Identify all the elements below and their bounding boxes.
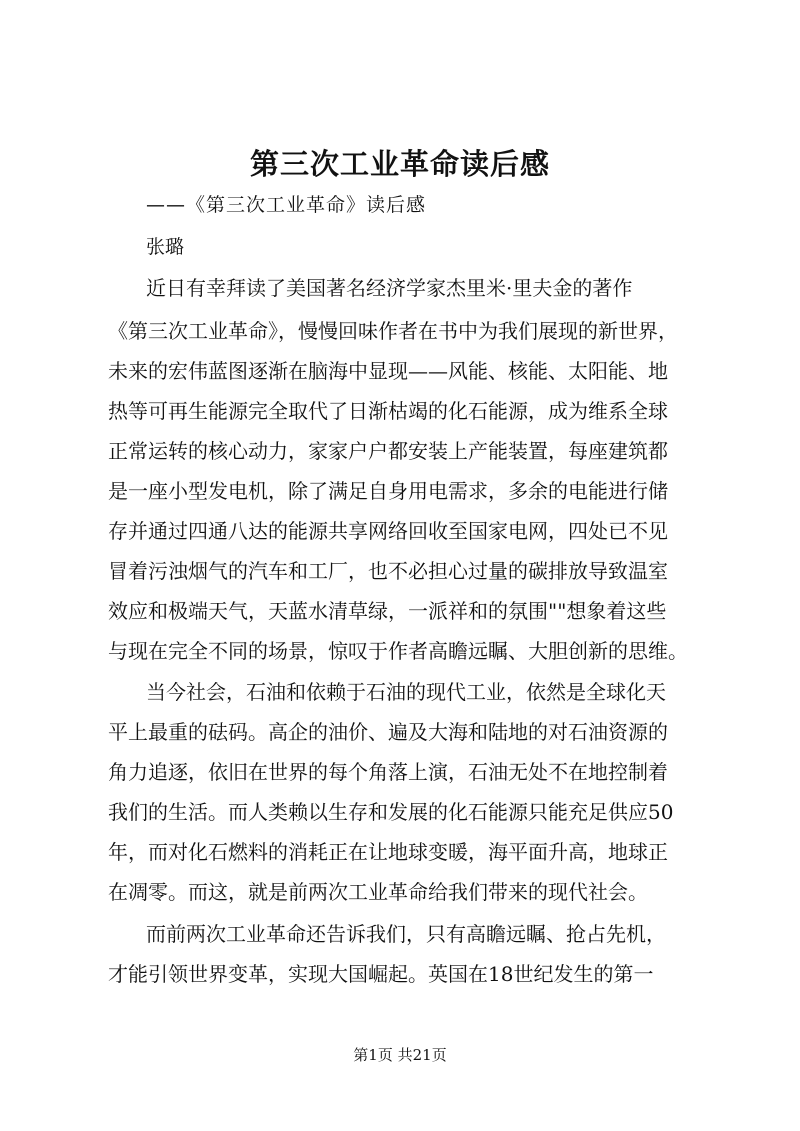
paragraph-line: 是一座小型发电机，除了满足自身用电需求，多余的电能进行储 — [108, 479, 668, 503]
paragraph-line: 存并通过四通八达的能源共享网络回收至国家电网，四处已不见 — [108, 519, 668, 543]
paragraph-line: 当今社会，石油和依赖于石油的现代工业，依然是全球化天 — [146, 680, 666, 704]
document-title: 第三次工业革命读后感 — [249, 147, 550, 181]
paragraph-line: 角力追逐，依旧在世界的每个角落上演，石油无处不在地控制着 — [108, 760, 668, 784]
paragraph-line: 在凋零。而这，就是前两次工业革命给我们带来的现代社会。 — [108, 880, 648, 904]
paragraph-line: 《第三次工业革命》，慢慢回味作者在书中为我们展现的新世界， — [108, 319, 678, 343]
author-name: 张璐 — [146, 236, 185, 258]
paragraph-line: 近日有幸拜读了美国著名经济学家杰里米·里夫金的著作 — [146, 276, 633, 300]
paragraph-line: 我们的生活。而人类赖以生存和发展的化石能源只能充足供应50 — [108, 800, 674, 824]
paragraph-line: 才能引领世界变革，实现大国崛起。英国在18世纪发生的第一 — [108, 962, 654, 986]
paragraph-line: 平上最重的砝码。高企的油价、遍及大海和陆地的对石油资源的 — [108, 720, 668, 744]
paragraph-line: 年，而对化石燃料的消耗正在让地球变暖，海平面升高，地球正 — [108, 840, 668, 864]
paragraph-line: 冒着污浊烟气的汽车和工厂，也不必担心过量的碳排放导致温室 — [108, 559, 668, 583]
paragraph-line: 而前两次工业革命还告诉我们，只有高瞻远瞩、抢占先机， — [146, 922, 666, 946]
paragraph-line: 与现在完全不同的场景，惊叹于作者高瞻远瞩、大胆创新的思维。 — [108, 639, 688, 663]
document-subtitle: ——《第三次工业革命》读后感 — [146, 194, 427, 216]
paragraph-line: 未来的宏伟蓝图逐渐在脑海中显现——风能、核能、太阳能、地 — [108, 359, 668, 383]
paragraph-line: 效应和极端天气，天蓝水清草绿，一派祥和的氛围""想象着这些 — [108, 599, 667, 623]
paragraph-line: 热等可再生能源完全取代了日渐枯竭的化石能源，成为维系全球 — [108, 399, 668, 423]
paragraph-line: 正常运转的核心动力，家家户户都安装上产能装置，每座建筑都 — [108, 439, 668, 463]
page-number: 第1页 共21页 — [353, 1046, 447, 1064]
